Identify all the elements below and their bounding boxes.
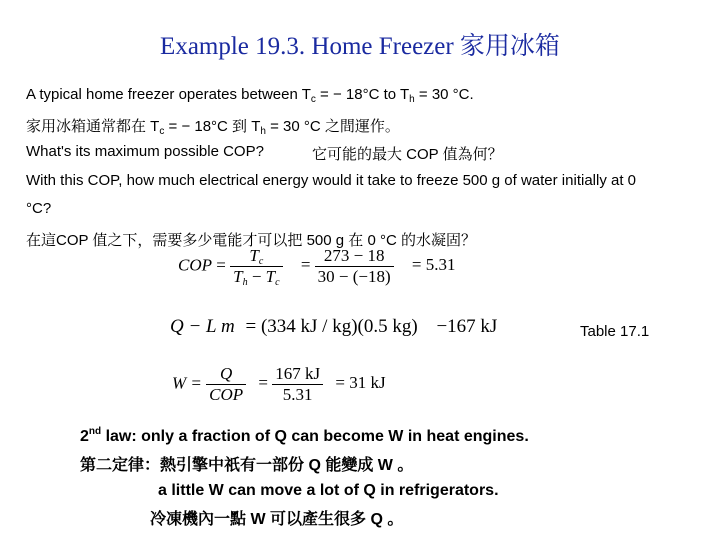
eq3-fraction-numeric: $\frac{167 kJ}{5.31}$ bbox=[272, 364, 323, 405]
eq3-lhs: W = bbox=[172, 373, 202, 393]
question-energy-en: With this COP, how much electrical energy would it take to freeze 500 g of water initially at 0 bbox=[26, 172, 637, 189]
question-cop-en: What's its maximum possible COP? bbox=[26, 143, 264, 160]
eq3-result: = 31 kJ bbox=[335, 373, 386, 393]
eq1-equals: = bbox=[216, 255, 226, 275]
problem-statement-en: A typical home freezer operates between $T_c$ = − 18°C to $T_h = 30$ °C. bbox=[26, 86, 474, 105]
page-title: Example 19.3. Home Freezer 家用冰箱 bbox=[160, 33, 560, 60]
equation-cop bbox=[178, 246, 456, 287]
eq1-equals-2: = bbox=[300, 255, 311, 275]
note-second-law-zh: 第二定律：熱引擎中祇有一部份 Q 能變成 W 。 bbox=[80, 457, 414, 474]
question-energy-en-cont: °C? bbox=[26, 200, 52, 217]
eq2-lhs: Q − L m bbox=[170, 316, 235, 337]
eq2-result: −167 kJ bbox=[436, 316, 498, 337]
equation-work bbox=[172, 364, 386, 405]
question-energy-zh: 在這COP 值之下，需要多少電能才可以把 500 g 在 0 °C 的水凝固？ bbox=[26, 232, 476, 249]
eq1-fraction-symbolic: $\frac{T_c}{T_h - T_c}$ bbox=[230, 246, 282, 287]
note-refrigerator-zh: 冷凍機內一點 W 可以產生很多 Q 。 bbox=[150, 511, 404, 528]
eq2-middle: = (334 kJ / kg)(0.5 kg) bbox=[245, 316, 418, 337]
eq1-result: = 5.31 bbox=[411, 255, 456, 275]
eq3-fraction-symbolic: $\frac{Q}{\text{COP}}$ bbox=[206, 364, 246, 405]
problem-statement-zh: 家用冰箱通常都在 $T_c$ = − 18°C 到 $T_h = 30$ °C 之間運作。 bbox=[26, 118, 400, 137]
eq1-lhs: COP bbox=[178, 255, 212, 275]
question-cop-zh: 它可能的最大 COP 值為何？ bbox=[312, 146, 503, 163]
note-second-law-en: 2nd law: only a fraction of Q can become W in heat engines. bbox=[80, 426, 529, 445]
equation-heat bbox=[170, 316, 497, 338]
table-reference: Table 17.1 bbox=[580, 323, 650, 340]
eq3-equals: = bbox=[258, 373, 268, 393]
note-refrigerator-en: a little W can move a lot of Q in refrigerators. bbox=[158, 482, 499, 499]
eq1-fraction-numeric: $\frac{273 - 18}{30 - (-18)}$ bbox=[315, 246, 394, 287]
